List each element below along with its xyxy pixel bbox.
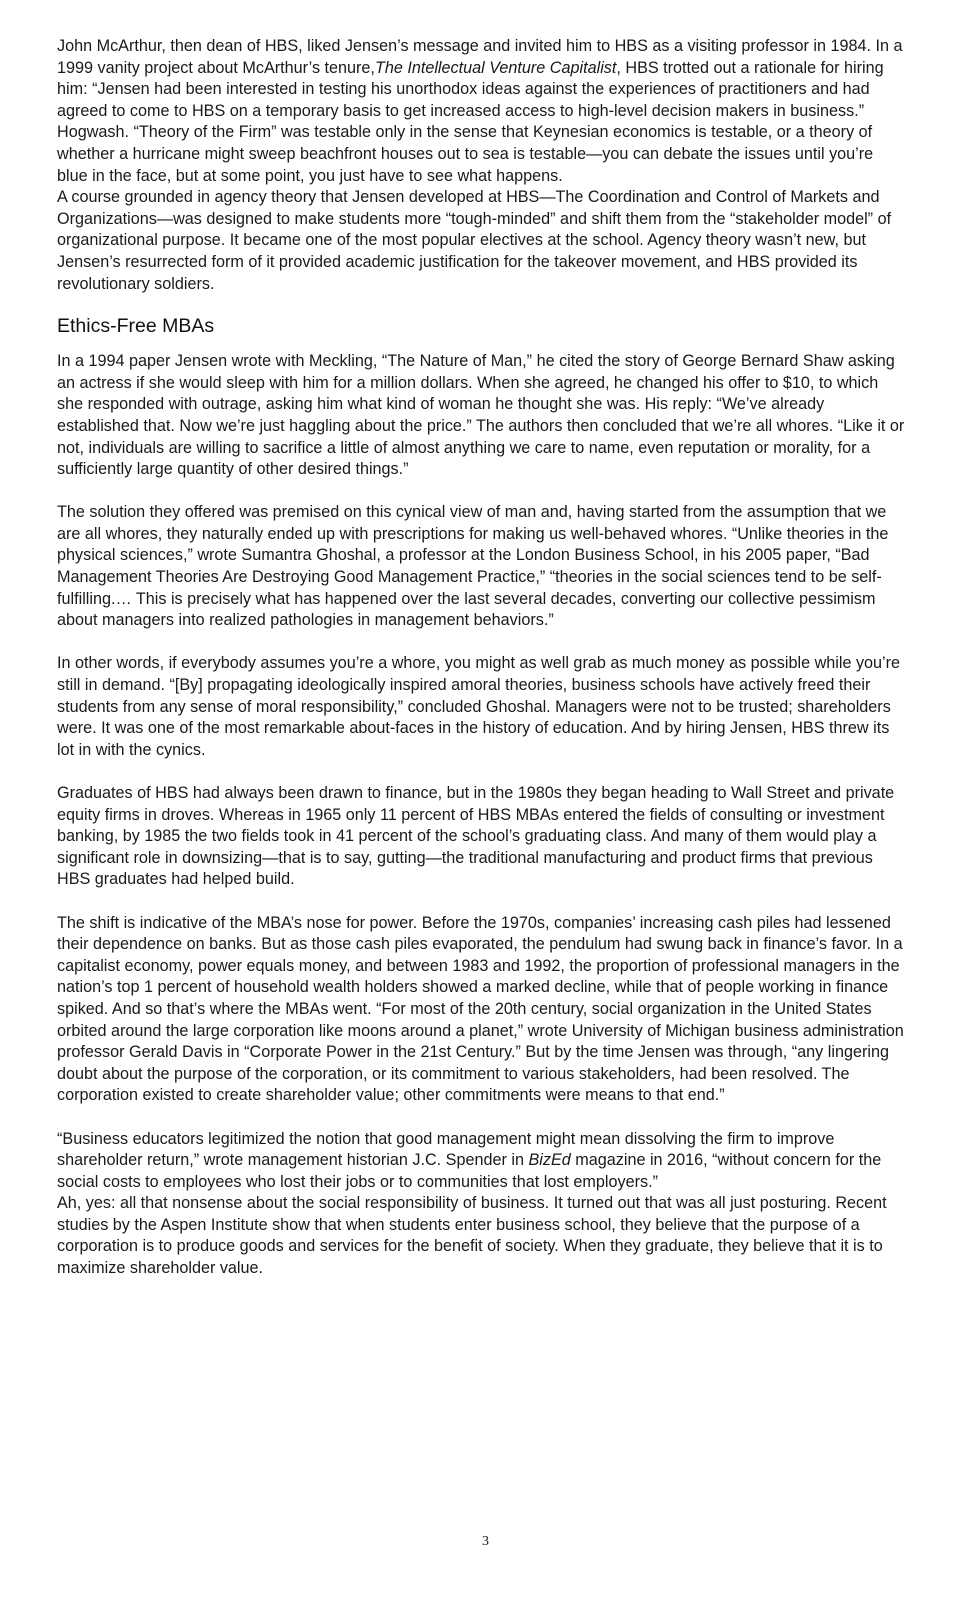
section-paragraph-6 bbox=[57, 1129, 905, 1194]
section-paragraph-6-text-a: “Business educators legitimized the notion that good management might mean dissolving the firm to improve shareholder return,” wrote management historian J.C. Spender in bbox=[57, 1129, 835, 1170]
section-paragraph-4: Graduates of HBS had always been drawn to finance, but in the 1980s they began heading to Wall Street and private equity firms in droves. Whereas in 1965 only 11 percent of HBS MBAs entered the fields of consulting or investment banking, by 1985 the two fields took in 41 percent of the school’s graduating class. And many of them would play a significant role in downsizing—that is to say, gutting—the traditional manufacturing and product firms that previous HBS graduates had helped build. bbox=[57, 784, 895, 889]
intro-paragraph-1 bbox=[57, 36, 905, 187]
magazine-title-bized: BizEd bbox=[528, 1151, 571, 1170]
book-title-intellectual-venture-capitalist: The Intellectual Venture Capitalist bbox=[374, 58, 617, 77]
page-number: 3 bbox=[482, 1534, 489, 1549]
intro-paragraph-2: A course grounded in agency theory that Jensen developed at HBS—The Coordination and Control of Markets and Organizations—was designed to make students more “tough-minded” and shift them from the “stakeholder model” of organizational purpose. It became one of the most popular electives at the school. Agency theory wasn’t new, but Jensen’s resurrected form of it provided academic justification for the takeover movement, and HBS provided its revolutionary soldiers. bbox=[57, 188, 892, 293]
document-page bbox=[57, 36, 905, 1280]
section-paragraph-1: In a 1994 paper Jensen wrote with Meckling, “The Nature of Man,” he cited the story of George Bernard Shaw asking an actress if she would sleep with him for a million dollars. When she agreed, he changed his offer to $10, to which she responded with outrage, asking him what kind of woman he thought she was. His reply: “We’ve already established that. Now we’re just haggling about the price.” The authors then concluded that we’re all whores. “Like it or not, individuals are willing to sacrifice a little of almost anything we care to name, even reputation or morality, for a sufficiently large quantity of other desired things.” bbox=[57, 352, 905, 479]
section-paragraph-2: The solution they offered was premised on this cynical view of man and, having started from the assumption that we are all whores, they naturally ended up with prescriptions for making us well-behaved whores. “Unlike theories in the physical sciences,” wrote Sumantra Ghoshal, a professor at the London Business School, in his 2005 paper, “Bad Management Theories Are Destroying Good Management Practice,” “theories in the social sciences tend to be self-fulfilling.… This is precisely what has happened over the last several decades, converting our collective pessimism about managers into realized pathologies in management behaviors.” bbox=[57, 503, 889, 630]
section-paragraph-3: In other words, if everybody assumes you’re a whore, you might as well grab as much money as possible while you’re still in demand. “[By] propagating ideologically inspired amoral theories, business schools have actively freed their students from any sense of moral responsibility,” concluded Ghoshal. Managers were not to be trusted; shareholders were. It was one of the most remarkable about-faces in the history of education. And by hiring Jensen, HBS threw its lot in with the cynics. bbox=[57, 654, 901, 759]
intro-paragraph-1-text-b: , HBS trotted out a rationale for hiring him: “Jensen had been interested in testing his unorthodox ideas against the experiences of practitioners and had agreed to come to HBS on a temporary basis to get increased access to high-level decision makers in business.” Hogwash. “Theory of the Firm” was testable only in the sense that Keynesian economics is testable, or a theory of whether a hurricane might sweep beachfront houses out to sea is testable—you can debate the issues until you’re blue in the face, but at some point, you just have to see what happens. bbox=[57, 58, 884, 185]
section-paragraph-6-text-b: magazine in 2016, “without concern for the social costs to employees who lost their jobs or to communities that lost employers.” bbox=[57, 1151, 882, 1191]
section-paragraph-7: Ah, yes: all that nonsense about the social responsibility of business. It turned out that was all just posturing. Recent studies by the Aspen Institute show that when students enter business school, they believe that the purpose of a corporation is to produce goods and services for the benefit of society. When they graduate, they believe that it is to maximize shareholder value. bbox=[57, 1194, 887, 1278]
section-paragraph-5: The shift is indicative of the MBA’s nose for power. Before the 1970s, companies’ increasing cash piles had lessened their dependence on banks. But as those cash piles evaporated, the pendulum had swung back in finance’s favor. In a capitalist economy, power equals money, and between 1983 and 1992, the proportion of professional managers in the nation’s top 1 percent of household wealth holders showed a marked decline, while that of people working in finance spiked. And so that’s where the MBAs went. “For most of the 20th century, social organization in the United States orbited around the large corporation like moons around a planet,” wrote University of Michigan business administration professor Gerald Davis in “Corporate Power in the 21st Century.” But by the time Jensen was through, “any lingering doubt about the purpose of the corporation, or its commitment to various stakeholders, had been resolved. The corporation existed to create shareholder value; other commitments were means to that end.” bbox=[57, 913, 904, 1105]
section-heading: Ethics-Free MBAs bbox=[57, 315, 215, 338]
intro-paragraph-1-text-a: John McArthur, then dean of HBS, liked Jensen’s message and invited him to HBS as a visiting professor in 1984. In a 1999 vanity project about McArthur’s tenure, bbox=[57, 37, 903, 77]
